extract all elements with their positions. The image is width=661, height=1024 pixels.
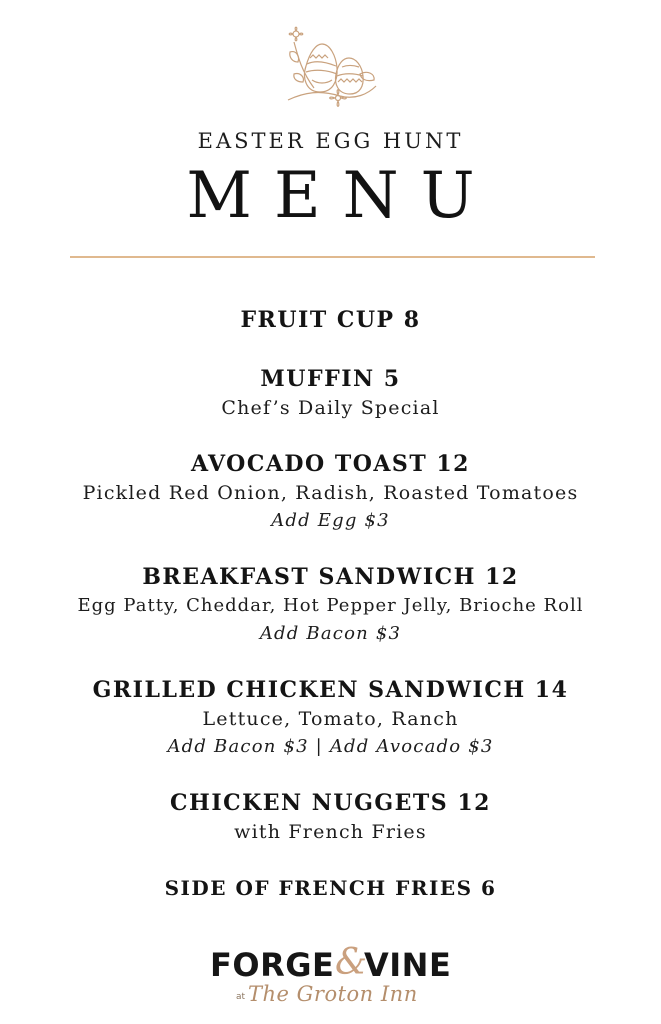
logo-script-text: The Groton Inn xyxy=(248,982,418,1006)
logo-wordmark-left: FORGE xyxy=(210,946,335,984)
menu-item-description: Pickled Red Onion, Radish, Roasted Tomatoes xyxy=(82,482,579,504)
menu-item-fruit-cup xyxy=(0,305,661,335)
menu-item-muffin xyxy=(0,364,661,422)
menu-item-side-of-french-fries xyxy=(0,873,661,903)
menu-item-addon: Add Egg $3 xyxy=(271,510,390,531)
menu-item-name: AVOCADO TOAST 12 xyxy=(191,451,470,477)
logo-ampersand: & xyxy=(335,942,368,983)
logo-wordmark-right: VINE xyxy=(364,946,452,984)
menu-item-breakfast-sandwich xyxy=(0,562,661,648)
menu-item-chicken-nuggets xyxy=(0,788,661,846)
menu-item-grilled-chicken-sandwich xyxy=(0,675,661,761)
menu-item-description: with French Fries xyxy=(234,821,427,843)
menu-subtitle: EASTER EGG HUNT xyxy=(197,129,464,153)
menu-item-name: GRILLED CHICKEN SANDWICH 14 xyxy=(92,677,569,703)
menu-item-name: CHICKEN NUGGETS 12 xyxy=(170,790,491,816)
menu-item-addon: Add Bacon $3 xyxy=(259,623,402,644)
menu-item-avocado-toast xyxy=(0,449,661,535)
menu-item-name: SIDE OF FRENCH FRIES 6 xyxy=(164,876,497,900)
forge-and-vine-logo xyxy=(170,940,490,1016)
menu-item-name: MUFFIN 5 xyxy=(260,366,401,392)
menu-title: MENU xyxy=(186,159,497,233)
menu-item-name: FRUIT CUP 8 xyxy=(240,307,421,333)
easter-eggs-ornament-icon xyxy=(280,22,380,110)
title-divider xyxy=(70,256,595,258)
menu-item-name: BREAKFAST SANDWICH 12 xyxy=(142,564,519,590)
menu-item-description: Egg Patty, Cheddar, Hot Pepper Jelly, Brioche Roll xyxy=(77,595,584,616)
menu-item-description: Chef’s Daily Special xyxy=(221,397,440,419)
logo-at-text: at xyxy=(236,992,246,1002)
menu-item-addon: Add Bacon $3 | Add Avocado $3 xyxy=(167,736,494,757)
menu-item-description: Lettuce, Tomato, Ranch xyxy=(202,708,459,730)
